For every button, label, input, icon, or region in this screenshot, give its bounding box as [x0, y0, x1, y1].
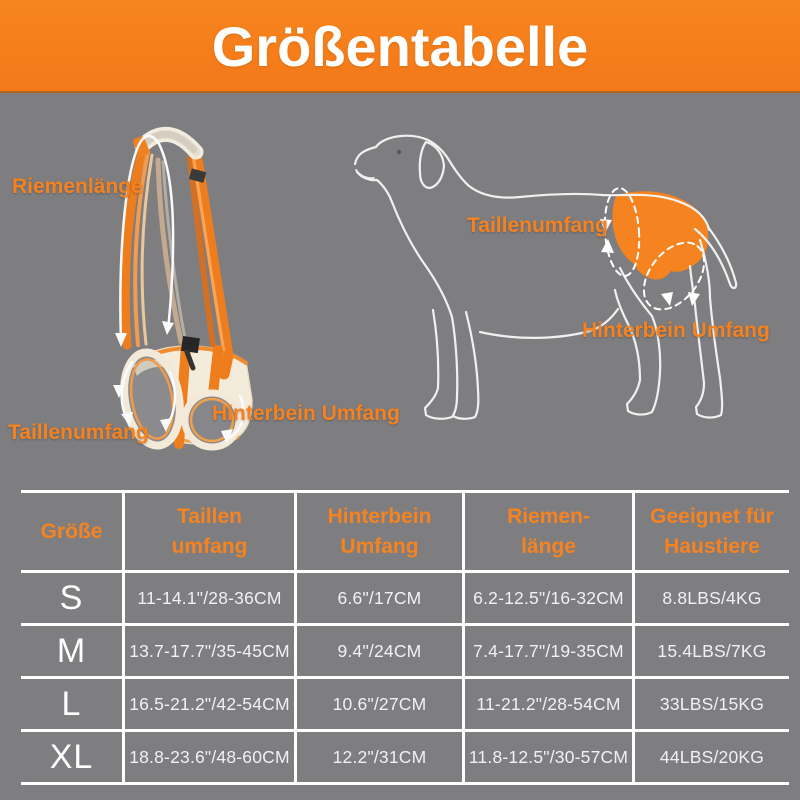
col-header-pet-weight: Geeignet für Haustiere	[635, 490, 789, 570]
table-cell: 10.6"/27CM	[297, 676, 465, 729]
harness-waist-label: Taillenumfang	[8, 421, 149, 444]
size-table	[21, 490, 789, 785]
table-cell: 7.4-17.7"/19-35CM	[465, 623, 635, 676]
harness-hindleg-label: Hinterbein Umfang	[212, 402, 400, 425]
harness-straps-right	[189, 154, 228, 356]
col-header-waist: Taillen umfang	[125, 490, 297, 570]
col-header-strap: Riemen- länge	[465, 490, 635, 570]
table-cell: 6.6"/17CM	[297, 570, 465, 623]
dog-outline	[355, 136, 736, 419]
table-cell: 33LBS/15KG	[635, 676, 789, 729]
dog-hindleg-label: Hinterbein Umfang	[582, 319, 770, 342]
dog-illustration	[355, 136, 736, 419]
header-banner	[0, 0, 800, 93]
table-cell: 44LBS/20KG	[635, 729, 789, 785]
table-cell: 11-21.2"/28-54CM	[465, 676, 635, 729]
table-cell: 13.7-17.7"/35-45CM	[125, 623, 297, 676]
dog-hip-highlight	[612, 191, 708, 279]
size-cell: XL	[21, 729, 125, 785]
table-cell: 18.8-23.6"/48-60CM	[125, 729, 297, 785]
size-cell: L	[21, 676, 125, 729]
dog-waist-label: Taillenumfang	[467, 214, 608, 237]
col-header-size: Größe	[21, 490, 125, 570]
size-cell: M	[21, 623, 125, 676]
col-header-hindleg: Hinterbein Umfang	[297, 490, 465, 570]
page-title: Größentabelle	[211, 15, 589, 78]
size-cell: S	[21, 570, 125, 623]
table-cell: 16.5-21.2"/42-54CM	[125, 676, 297, 729]
table-cell: 6.2-12.5"/16-32CM	[465, 570, 635, 623]
table-cell: 15.4LBS/7KG	[635, 623, 789, 676]
table-cell: 9.4"/24CM	[297, 623, 465, 676]
table-cell: 11.8-12.5"/30-57CM	[465, 729, 635, 785]
table-cell: 11-14.1"/28-36CM	[125, 570, 297, 623]
table-cell: 8.8LBS/4KG	[635, 570, 789, 623]
strap-length-label: Riemenlänge	[12, 175, 143, 198]
table-cell: 12.2"/31CM	[297, 729, 465, 785]
